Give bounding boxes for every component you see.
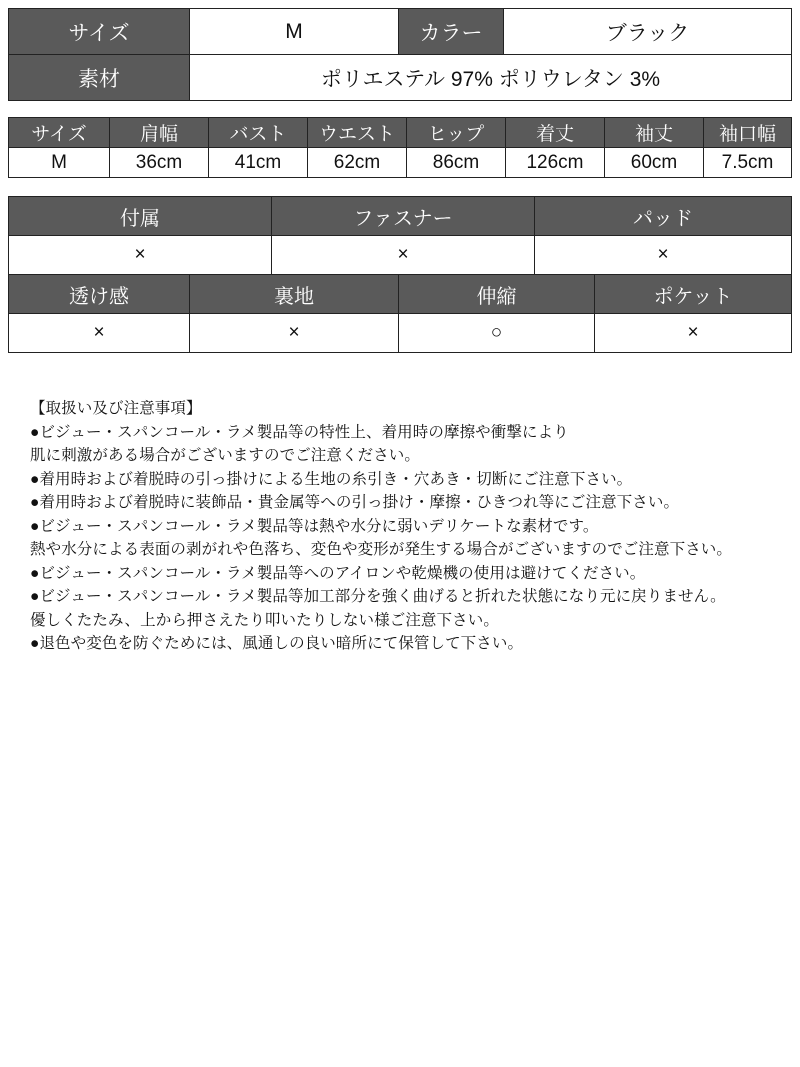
size-value-cell: M [190, 9, 399, 55]
note-line: 優しくたたみ、上から押さえたり叩いたりしない様ご注意下さい。 [30, 611, 499, 629]
material-label-cell: 素材 [9, 55, 190, 101]
table-header-row [9, 275, 792, 314]
table-row [9, 236, 792, 275]
color-label-cell: カラー [399, 9, 504, 55]
measure-header-size: サイズ [9, 118, 110, 148]
feature-header-lining: 裏地 [190, 275, 399, 314]
note-line: ●ビジュー・スパンコール・ラメ製品等加工部分を強く曲げると折れた状態になり元に戻りません。 [30, 588, 726, 606]
measure-value-waist: 62cm [308, 148, 407, 178]
table-header-row [9, 118, 792, 148]
feature-value-attachment: × [9, 236, 272, 275]
measure-header-waist: ウエスト [308, 118, 407, 148]
note-line: ●着用時および着脱時の引っ掛けによる生地の糸引き・穴あき・切断にご注意下さい。 [30, 470, 633, 488]
feature-header-attachment: 付属 [9, 197, 272, 236]
feature-header-stretch: 伸縮 [399, 275, 595, 314]
color-value-cell: ブラック [504, 9, 792, 55]
note-line: ●ビジュー・スパンコール・ラメ製品等の特性上、着用時の摩擦や衝撃により [30, 423, 569, 441]
size-label-cell: サイズ [9, 9, 190, 55]
table-row [9, 314, 792, 353]
note-line: 熱や水分による表面の剥がれや色落ち、変色や変形が発生する場合がございますのでご注意下さい。 [30, 541, 733, 559]
measure-header-length: 着丈 [506, 118, 605, 148]
feature-header-pad: パッド [535, 197, 792, 236]
note-line: ●退色や変色を防ぐためには、風通しの良い暗所にて保管して下さい。 [30, 635, 524, 653]
feature-value-pocket: × [595, 314, 792, 353]
note-line: ●ビジュー・スパンコール・ラメ製品等へのアイロンや乾燥機の使用は避けてください。 [30, 564, 646, 582]
measure-value-hip: 86cm [407, 148, 506, 178]
feature-value-stretch: ○ [399, 314, 595, 353]
features-table [8, 196, 792, 275]
measure-value-size: M [9, 148, 110, 178]
notes-title: 【取扱い及び注意事項】 [30, 400, 202, 417]
table-row [9, 9, 792, 55]
measure-header-cuff: 袖口幅 [704, 118, 792, 148]
measure-value-bust: 41cm [209, 148, 308, 178]
feature-header-pocket: ポケット [595, 275, 792, 314]
feature-header-zipper: ファスナー [272, 197, 535, 236]
note-line: ●着用時および着脱時に装飾品・貴金属等への引っ掛け・摩擦・ひきつれ等にご注意下さい。 [30, 494, 680, 512]
features-table-2 [8, 274, 792, 353]
measure-header-sleeve: 袖丈 [605, 118, 704, 148]
feature-header-sheerness: 透け感 [9, 275, 190, 314]
measure-value-length: 126cm [506, 148, 605, 178]
measure-header-bust: バスト [209, 118, 308, 148]
feature-value-lining: × [190, 314, 399, 353]
feature-value-sheerness: × [9, 314, 190, 353]
spacer [8, 101, 792, 117]
table-row [9, 148, 792, 178]
care-notes [8, 397, 792, 656]
measurement-table [8, 117, 792, 178]
measure-value-cuff: 7.5cm [704, 148, 792, 178]
measure-value-sleeve: 60cm [605, 148, 704, 178]
measure-header-shoulder: 肩幅 [110, 118, 209, 148]
feature-value-pad: × [535, 236, 792, 275]
basic-spec-table [8, 8, 792, 101]
material-value-cell: ポリエステル 97% ポリウレタン 3% [190, 55, 792, 101]
note-line: ●ビジュー・スパンコール・ラメ製品等は熱や水分に弱いデリケートな素材です。 [30, 517, 599, 535]
note-line: 肌に刺激がある場合がございますのでご注意ください。 [30, 447, 421, 465]
table-row [9, 55, 792, 101]
measure-header-hip: ヒップ [407, 118, 506, 148]
feature-value-zipper: × [272, 236, 535, 275]
table-header-row [9, 197, 792, 236]
measure-value-shoulder: 36cm [110, 148, 209, 178]
spacer [8, 178, 792, 196]
